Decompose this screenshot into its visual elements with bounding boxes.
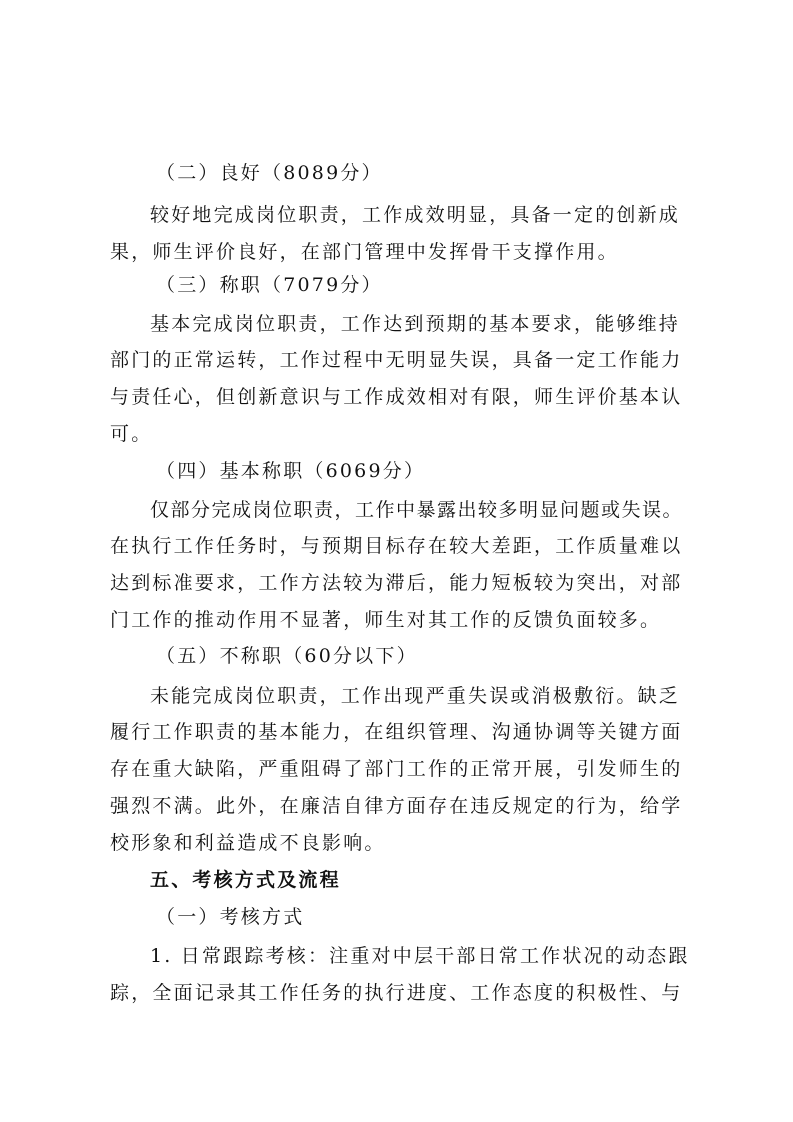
- section-text-competent-line-3: 与责任心，但创新意识与工作成效相对有限，师生评价基本认: [110, 386, 683, 408]
- chapter-text-line-1: 1. 日常跟踪考核：注重对中层干部日常工作状况的动态跟: [150, 945, 690, 967]
- section-text-incompetent-line-1: 未能完成岗位职责，工作出现严重失误或消极敷衍。缺乏: [150, 685, 681, 707]
- section-text-competent-line-1: 基本完成岗位职责，工作达到预期的基本要求，能够维持: [150, 313, 681, 335]
- section-text-basic-line-3: 达到标准要求，工作方法较为滞后，能力短板较为突出，对部: [110, 572, 683, 594]
- section-text-basic-line-1: 仅部分完成岗位职责，工作中暴露出较多明显问题或失误。: [150, 499, 684, 521]
- chapter-subheading: （一）考核方式: [156, 906, 305, 928]
- chapter-heading: 五、考核方式及流程: [150, 869, 341, 891]
- section-text-basic-line-2: 在执行工作任务时，与预期目标存在较大差距，工作质量难以: [110, 535, 683, 557]
- section-text-competent-line-4: 可。: [110, 423, 153, 445]
- section-heading-incompetent: （五）不称职（60分以下）: [156, 645, 418, 667]
- section-text-good-line-1: 较好地完成岗位职责，工作成效明显，具备一定的创新成: [150, 204, 681, 226]
- section-heading-good: （二）良好（8089分）: [156, 162, 383, 184]
- section-heading-basic: （四）基本称职（6069分）: [156, 460, 426, 482]
- section-text-basic-line-4: 门工作的推动作用不显著，师生对其工作的反馈负面较多。: [110, 609, 662, 631]
- section-text-good-line-2: 果，师生评价良好，在部门管理中发挥骨干支撑作用。: [110, 241, 619, 263]
- chapter-text-line-2: 踪，全面记录其工作任务的执行进度、工作态度的积极性、与: [110, 982, 683, 1004]
- section-text-incompetent-line-2: 履行工作职责的基本能力，在组织管理、沟通协调等关键方面: [110, 721, 683, 743]
- section-heading-competent: （三）称职（7079分）: [156, 274, 383, 296]
- section-text-incompetent-line-5: 校形象和利益造成不良影响。: [110, 832, 386, 854]
- section-text-competent-line-2: 部门的正常运转，工作过程中无明显失误，具备一定工作能力: [110, 349, 683, 371]
- section-text-incompetent-line-3: 存在重大缺陷，严重阻碍了部门工作的正常开展，引发师生的: [110, 758, 683, 780]
- section-text-incompetent-line-4: 强烈不满。此外，在廉洁自律方面存在违反规定的行为，给学: [110, 795, 683, 817]
